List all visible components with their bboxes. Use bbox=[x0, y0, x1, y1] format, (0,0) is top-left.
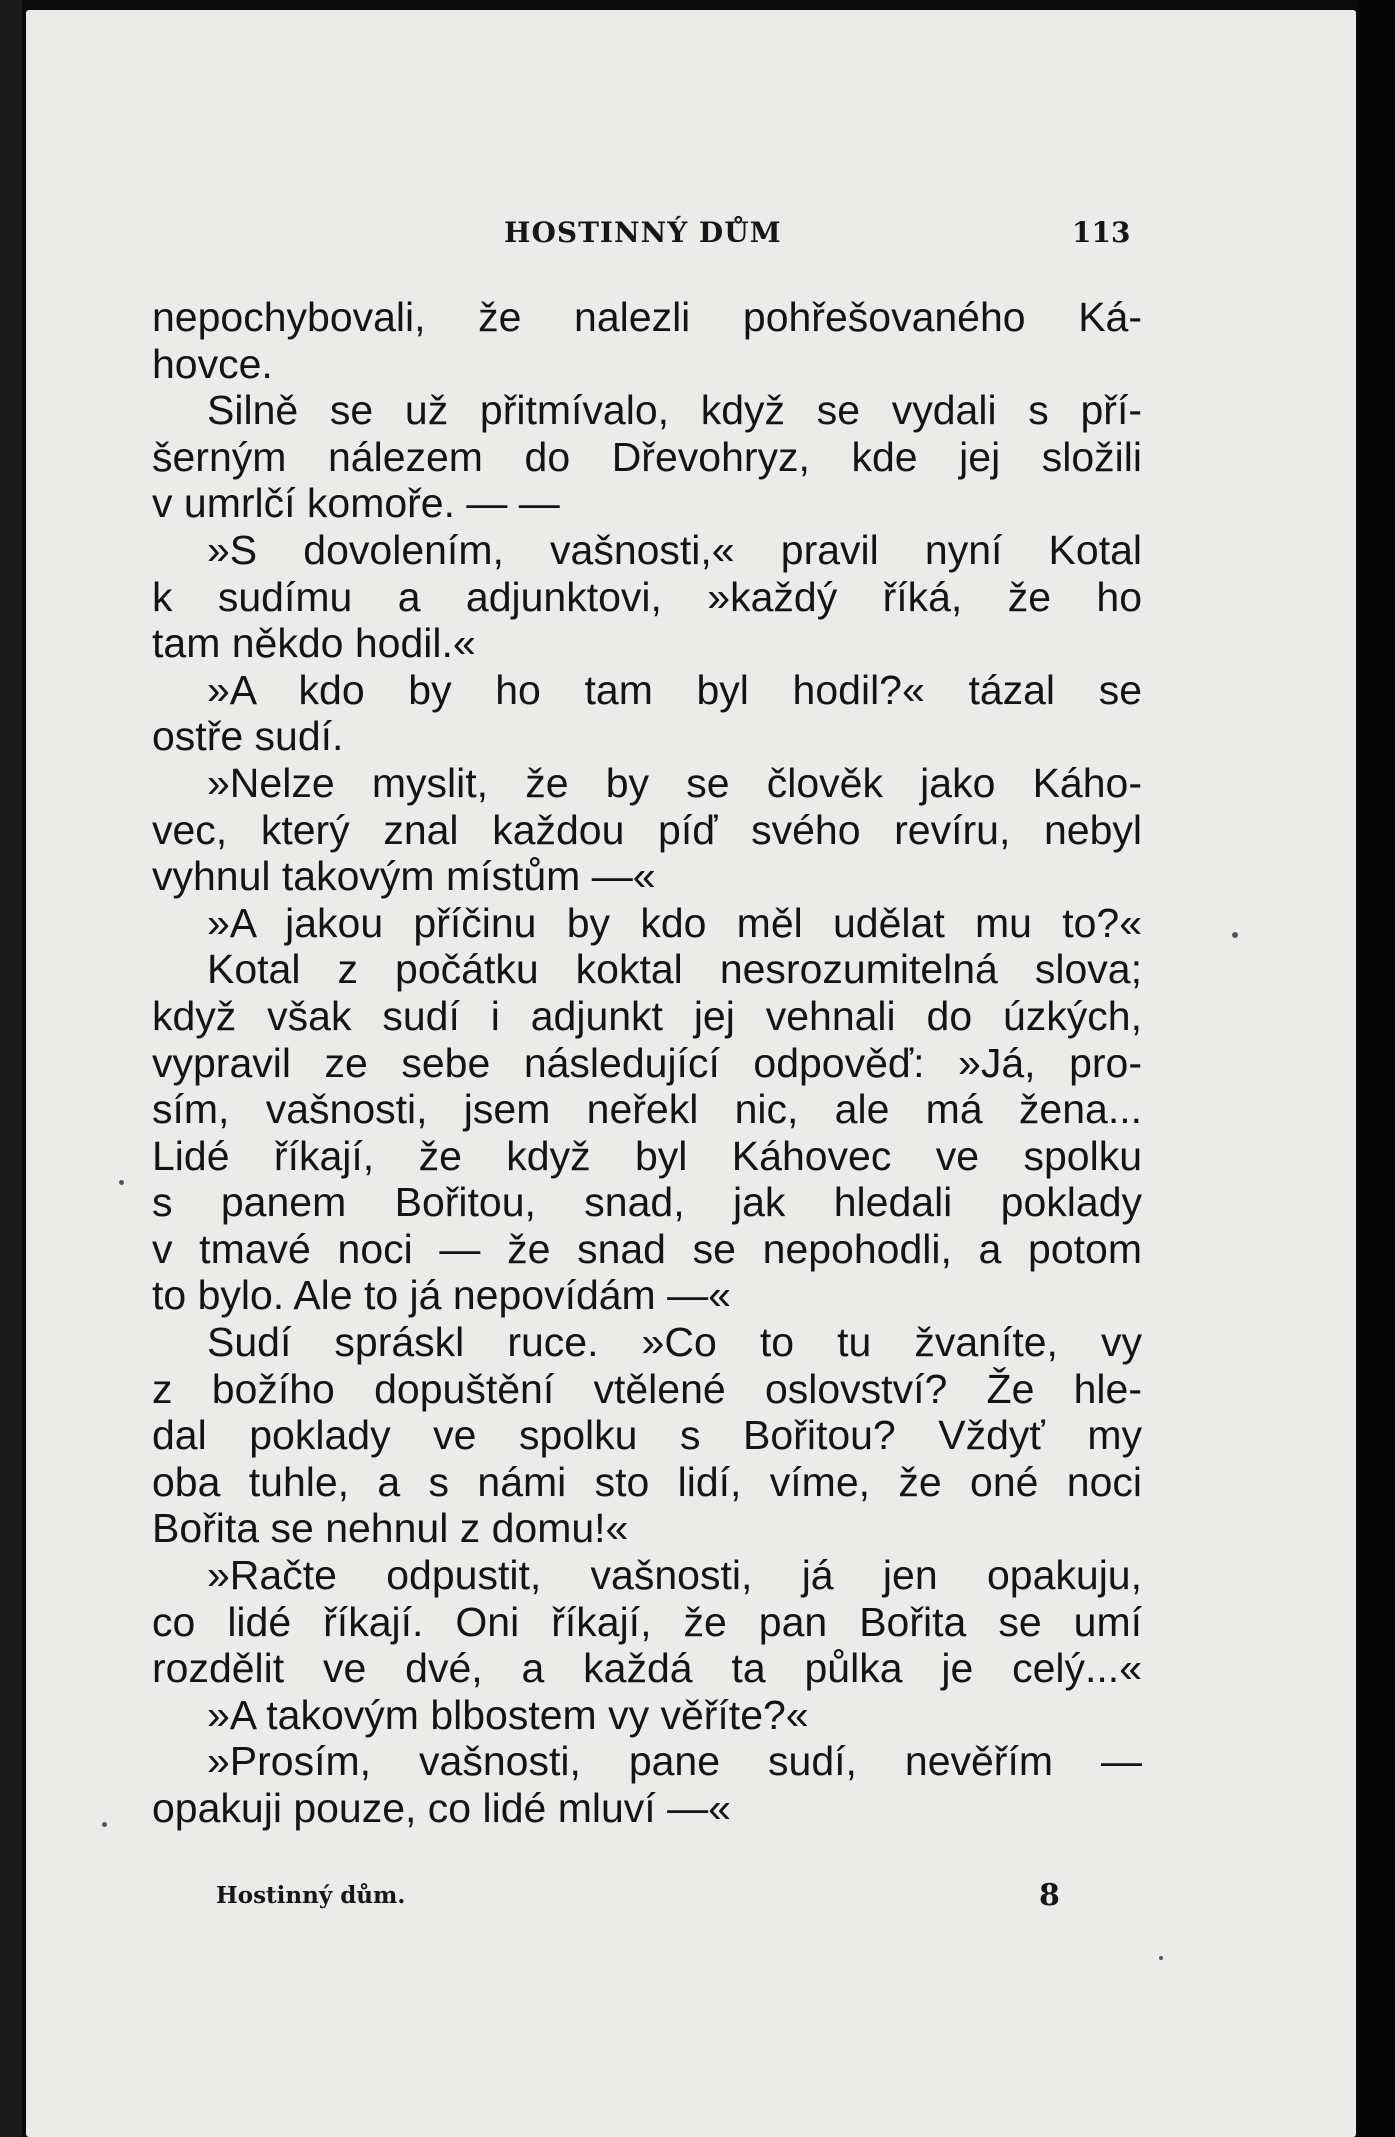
page-number: 113 bbox=[1072, 216, 1131, 249]
text-line: Kotal z počátku koktal nesrozumitelná slova; bbox=[207, 946, 1142, 993]
scan-speck bbox=[102, 1822, 107, 1827]
page-footer bbox=[26, 1878, 1356, 1922]
text-line: šerným nálezem do Dřevohryz, kde jej složili bbox=[152, 433, 1142, 480]
page-header bbox=[26, 216, 1356, 256]
text-line: oba tuhle, a s námi sto lidí, víme, že oné noci bbox=[152, 1458, 1142, 1505]
text-line: sím, vašnosti, jsem neřekl nic, ale má žena... bbox=[152, 1086, 1142, 1133]
sheet-number: 8 bbox=[1039, 1878, 1060, 1913]
text-line: Silně se už přitmívalo, když se vydali s pří- bbox=[207, 387, 1142, 434]
text-line: s panem Bořitou, snad, jak hledali poklady bbox=[152, 1179, 1142, 1226]
scan-left-border bbox=[0, 0, 22, 2137]
text-line: vyhnul takovým místům —« bbox=[152, 853, 656, 900]
text-line: »Račte odpustit, vašnosti, já jen opakuju, bbox=[207, 1552, 1142, 1599]
text-line: k sudímu a adjunktovi, »každý říká, že ho bbox=[152, 573, 1142, 620]
text-line: »A takovým blbostem vy věříte?« bbox=[207, 1691, 809, 1738]
text-line: rozdělit ve dvé, a každá ta půlka je celý...« bbox=[152, 1645, 1142, 1692]
scan-speck bbox=[119, 1180, 124, 1185]
text-line: z božího dopuštění vtělené oslovství? Že hle- bbox=[152, 1365, 1142, 1412]
text-line: Lidé říkají, že když byl Káhovec ve spolku bbox=[152, 1132, 1142, 1179]
text-line: když však sudí i adjunkt jej vehnali do úzkých, bbox=[152, 992, 1142, 1039]
text-line: v tmavé noci — že snad se nepohodli, a potom bbox=[152, 1225, 1142, 1272]
text-line: vypravil ze sebe následující odpověď: »Já, pro- bbox=[152, 1039, 1142, 1086]
text-line: Sudí spráskl ruce. »Co to tu žvaníte, vy bbox=[207, 1319, 1142, 1366]
text-line: ostře sudí. bbox=[152, 713, 344, 760]
text-line: dal poklady ve spolku s Bořitou? Vždyť my bbox=[152, 1412, 1142, 1459]
text-line: »Prosím, vašnosti, pane sudí, nevěřím — bbox=[207, 1738, 1142, 1785]
text-line: Bořita se nehnul z domu!« bbox=[152, 1505, 629, 1552]
text-line: v umrlčí komoře. — — bbox=[152, 480, 560, 527]
text-line: vec, který znal každou píď svého revíru, nebyl bbox=[152, 806, 1142, 853]
text-line: co lidé říkají. Oni říkají, že pan Bořita se umí bbox=[152, 1598, 1142, 1645]
text-line: hovce. bbox=[152, 340, 273, 387]
text-line: opakuji pouze, co lidé mluví —« bbox=[152, 1785, 731, 1831]
body-text bbox=[152, 294, 1142, 1832]
text-line: »A kdo by ho tam byl hodil?« tázal se bbox=[207, 666, 1142, 713]
scan-speck bbox=[1232, 932, 1238, 938]
signature-mark: Hostinný dům. bbox=[216, 1882, 406, 1909]
running-title: HOSTINNÝ DŮM bbox=[504, 216, 782, 249]
text-line: »A jakou příčinu by kdo měl udělat mu to?« bbox=[207, 899, 1142, 946]
text-line: nepochybovali, že nalezli pohřešovaného Ká- bbox=[152, 294, 1142, 340]
text-line: »Nelze myslit, že by se člověk jako Káho- bbox=[207, 759, 1142, 806]
book-page bbox=[26, 10, 1356, 2137]
scan-right-border bbox=[1358, 0, 1395, 2137]
text-line: »S dovolením, vašnosti,« pravil nyní Kotal bbox=[207, 526, 1142, 573]
text-line: to bylo. Ale to já nepovídám —« bbox=[152, 1272, 731, 1319]
text-line: tam někdo hodil.« bbox=[152, 620, 476, 667]
scan-speck bbox=[1159, 1956, 1163, 1960]
